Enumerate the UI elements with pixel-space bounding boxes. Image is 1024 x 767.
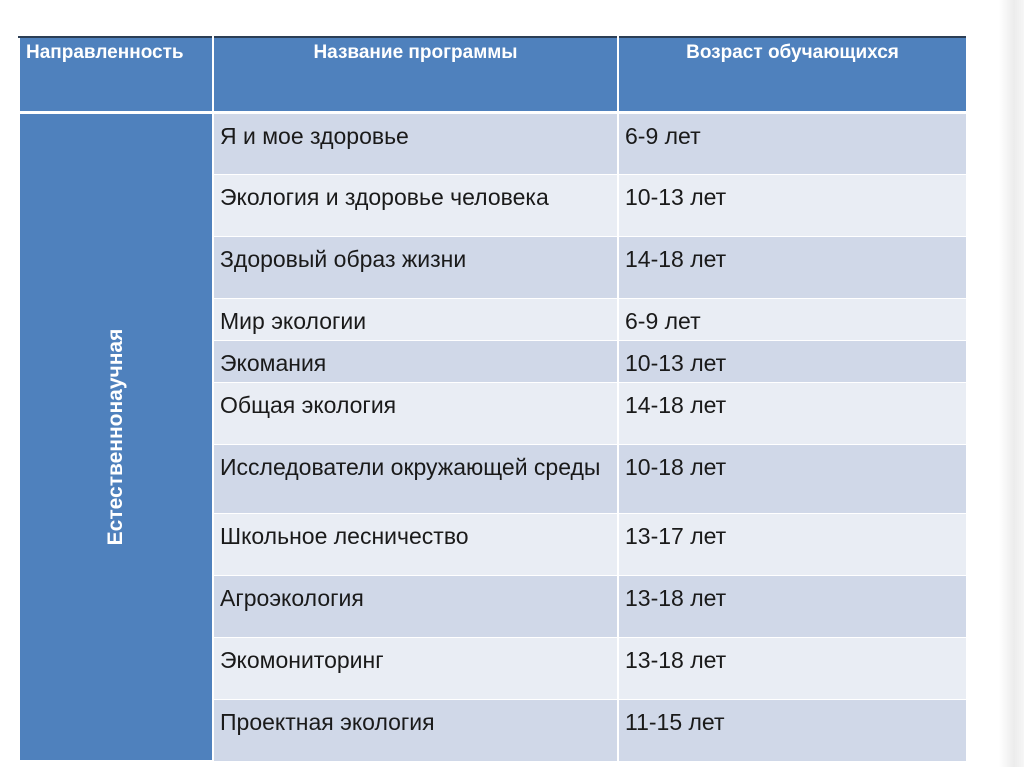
program-name: Общая экология xyxy=(213,382,618,444)
program-age: 10-13 лет xyxy=(618,174,967,236)
program-name: Проектная экология xyxy=(213,699,618,761)
program-name: Экомониторинг xyxy=(213,637,618,699)
table-header-row xyxy=(19,37,967,112)
program-age: 14-18 лет xyxy=(618,382,967,444)
program-name: Экомания xyxy=(213,340,618,382)
program-name: Я и мое здоровье xyxy=(213,112,618,174)
programs-table xyxy=(18,36,968,762)
program-age: 14-18 лет xyxy=(618,236,967,298)
header-program: Название программы xyxy=(213,37,618,112)
direction-label: Естественнонаучная xyxy=(104,328,127,546)
direction-cell xyxy=(19,112,213,761)
program-name: Агроэкология xyxy=(213,575,618,637)
program-name: Школьное лесничество xyxy=(213,513,618,575)
program-name: Мир экологии xyxy=(213,298,618,340)
table-row xyxy=(19,112,967,174)
program-age: 6-9 лет xyxy=(618,112,967,174)
program-age: 13-18 лет xyxy=(618,575,967,637)
header-direction: Направленность xyxy=(19,37,213,112)
program-name: Экология и здоровье человека xyxy=(213,174,618,236)
program-age: 13-17 лет xyxy=(618,513,967,575)
program-name: Исследователи окружающей среды xyxy=(213,444,618,513)
program-age: 13-18 лет xyxy=(618,637,967,699)
program-age: 11-15 лет xyxy=(618,699,967,761)
header-age: Возраст обучающихся xyxy=(618,37,967,112)
program-age: 6-9 лет xyxy=(618,298,967,340)
program-age: 10-18 лет xyxy=(618,444,967,513)
program-name: Здоровый образ жизни xyxy=(213,236,618,298)
program-age: 10-13 лет xyxy=(618,340,967,382)
slide-edge-shadow xyxy=(999,0,1024,767)
